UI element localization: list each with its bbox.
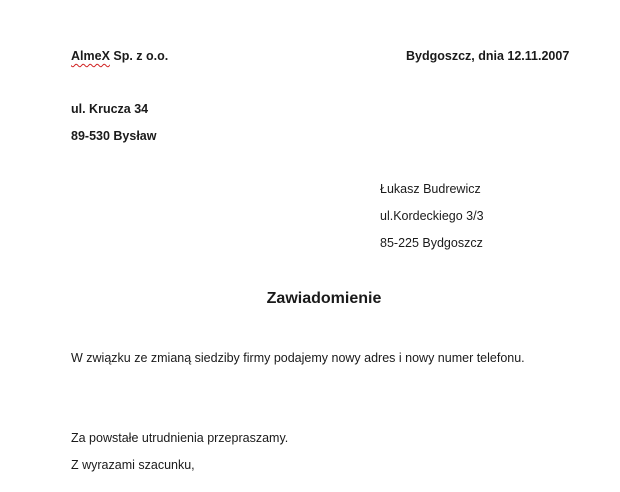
letter-title: Zawiadomienie <box>266 290 382 307</box>
sender-city: 89-530 Bysław <box>71 129 157 143</box>
recipient-street: ul.Kordeckiego 3/3 <box>380 209 484 223</box>
sender-company-name: AlmeX <box>71 49 110 63</box>
sender-company <box>71 48 168 64</box>
recipient-name: Łukasz Budrewicz <box>380 182 481 196</box>
body-paragraph-2: Za powstałe utrudnienia przepraszamy. <box>71 431 289 445</box>
sender-street: ul. Krucza 34 <box>71 102 149 116</box>
sender-company-suffix: Sp. z o.o. <box>109 49 169 63</box>
place-date: Bydgoszcz, dnia 12.11.2007 <box>406 49 570 63</box>
body-paragraph-1: W związku ze zmianą siedziby firmy podajemy nowy adres i nowy numer telefonu. <box>71 351 525 365</box>
recipient-city: 85-225 Bydgoszcz <box>380 236 483 250</box>
closing-line: Z wyrazami szacunku, <box>71 458 195 472</box>
